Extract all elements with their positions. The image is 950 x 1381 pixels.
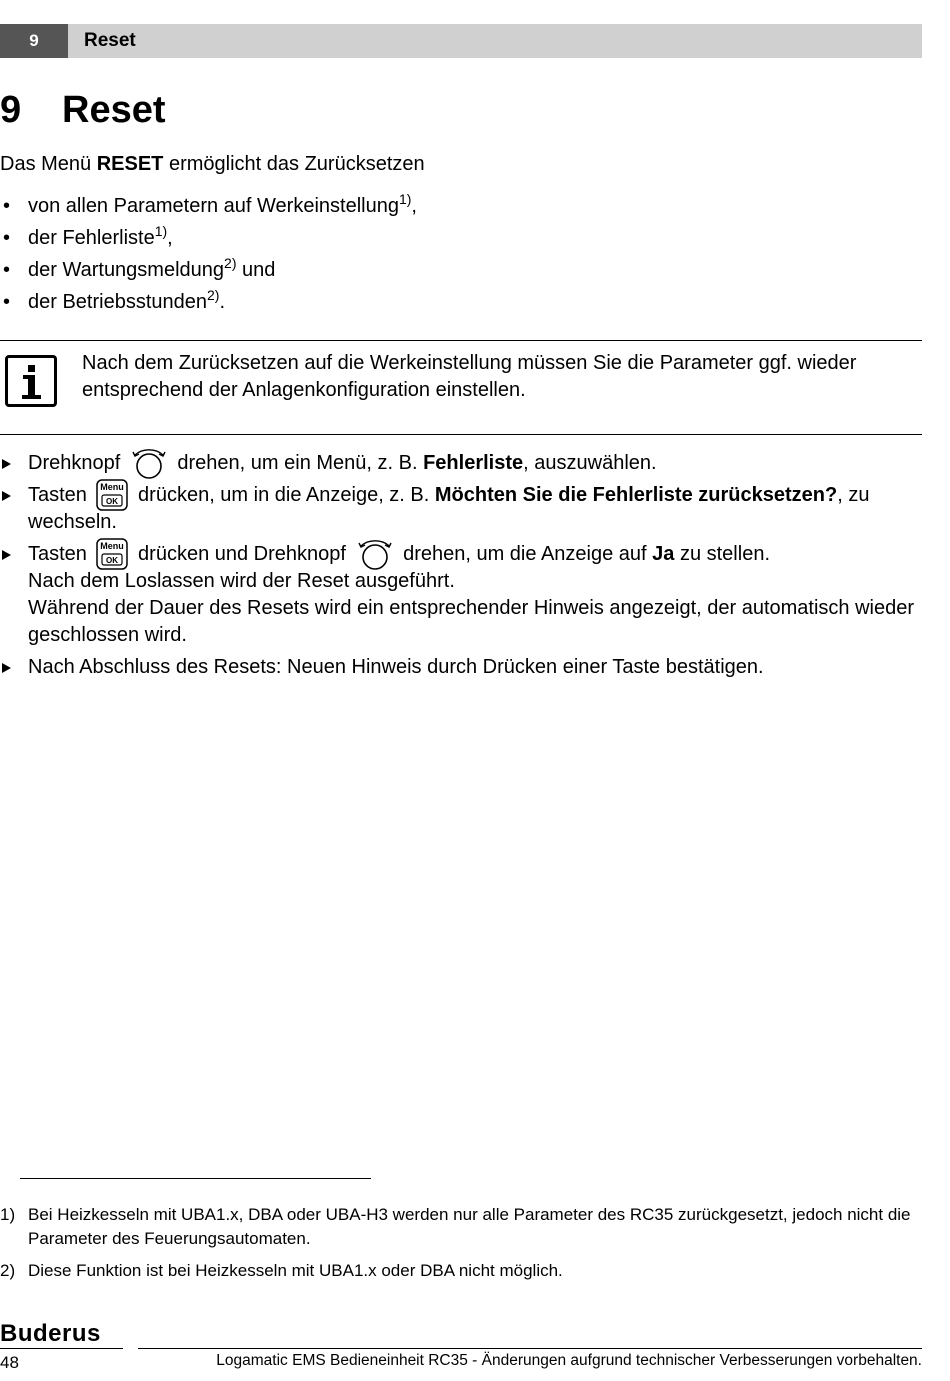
info-divider-bottom	[0, 434, 922, 435]
instruction-step: Tasten Menu OK drücken, um in die Anzeige, z. B. Möchten Sie die Fehlerliste zurücksetzen?, zu wechseln.	[0, 482, 922, 536]
step-arrow-icon	[2, 550, 11, 560]
section-header-bar	[0, 24, 922, 58]
footnote-ref: 1)	[398, 191, 412, 207]
footnote: 2) Diese Funktion ist bei Heizkesseln mit UBA1.x oder DBA nicht möglich.	[0, 1261, 563, 1280]
list-item: • von allen Parametern auf Werkeinstellung$^{1)}$,	[0, 190, 417, 222]
instruction-steps	[0, 450, 922, 686]
section-number-tab: 9	[0, 24, 68, 58]
instruction-step: Drehknopf drehen, um ein Menü, z. B. Fehlerliste, auszuwählen.	[0, 450, 922, 477]
footnote: 1) Bei Heizkesseln mit UBA1.x, DBA oder UBA-H3 werden nur alle Parameter des RC35 zurückgesetzt, jedoch nicht die Parameter des Feuerungsautomaten.	[0, 1205, 911, 1248]
step-arrow-icon	[2, 663, 11, 673]
footer-rule	[138, 1348, 922, 1349]
list-item: • der Wartungsmeldung$^{2)}$ und	[0, 254, 417, 286]
rotary-knob-icon	[356, 537, 394, 571]
svg-text:OK: OK	[106, 496, 119, 506]
reset-options-list	[0, 190, 417, 318]
svg-text:Menu: Menu	[100, 481, 125, 492]
intro-menu-name: RESET	[96, 153, 164, 175]
page-title-text: Reset	[62, 89, 166, 131]
svg-text:Menu: Menu	[100, 540, 125, 551]
step-result-line: Während der Dauer des Resets wird ein entsprechender Hinweis angezeigt, der automatisch wieder geschlossen wird.	[28, 597, 915, 646]
page-number: 48	[0, 1353, 19, 1372]
section-header-title: Reset	[84, 30, 136, 51]
logo-underline	[0, 1348, 123, 1349]
svg-text:OK: OK	[106, 555, 119, 565]
footnotes	[0, 1203, 922, 1291]
rotary-knob-icon	[130, 446, 168, 480]
page-title	[0, 86, 166, 134]
list-item: • der Betriebsstunden$^{2)}$.	[0, 286, 417, 318]
menu-ok-key-icon	[96, 479, 128, 511]
step-arrow-icon	[2, 491, 11, 501]
footnote-ref: 2)	[207, 287, 220, 303]
list-item: • der Fehlerliste$^{1)}$,	[0, 222, 417, 254]
brand-logo: Buderus	[0, 1320, 101, 1347]
footnote-rule	[20, 1178, 371, 1179]
intro-suffix: ermöglicht das Zurücksetzen	[163, 153, 425, 175]
info-icon	[5, 355, 57, 407]
instruction-step: Tasten Menu OK drücken und Drehknopf drehen, um die Anzeige auf Ja zu stellen. Nach dem Loslassen wird der Reset ausgeführt. Während der Dauer des Resets wird ein entsprechender Hinweis angezeigt, der automatisch wieder geschlossen wird.	[0, 541, 922, 649]
intro-paragraph	[0, 150, 425, 178]
intro-prefix: Das Menü	[0, 153, 97, 175]
footer-text: Logamatic EMS Bedieneinheit RC35 - Änderungen aufgrund technischer Verbesserungen vorbehalten.	[216, 1352, 922, 1369]
footnote-ref: 2)	[224, 255, 237, 271]
instruction-step: Nach Abschluss des Resets: Neuen Hinweis durch Drücken einer Taste bestätigen.	[0, 654, 922, 681]
info-note-text: Nach dem Zurücksetzen auf die Werkeinstellung müssen Sie die Parameter ggf. wieder entsprechend der Anlagenkonfiguration einstellen.	[82, 352, 857, 401]
footnote-ref: 1)	[154, 223, 168, 239]
step-arrow-icon	[2, 459, 11, 469]
info-divider-top	[0, 340, 922, 341]
step-result-line: Nach dem Loslassen wird der Reset ausgeführt.	[28, 570, 455, 592]
menu-ok-key-icon	[96, 538, 128, 570]
page-title-number: 9	[0, 89, 22, 131]
